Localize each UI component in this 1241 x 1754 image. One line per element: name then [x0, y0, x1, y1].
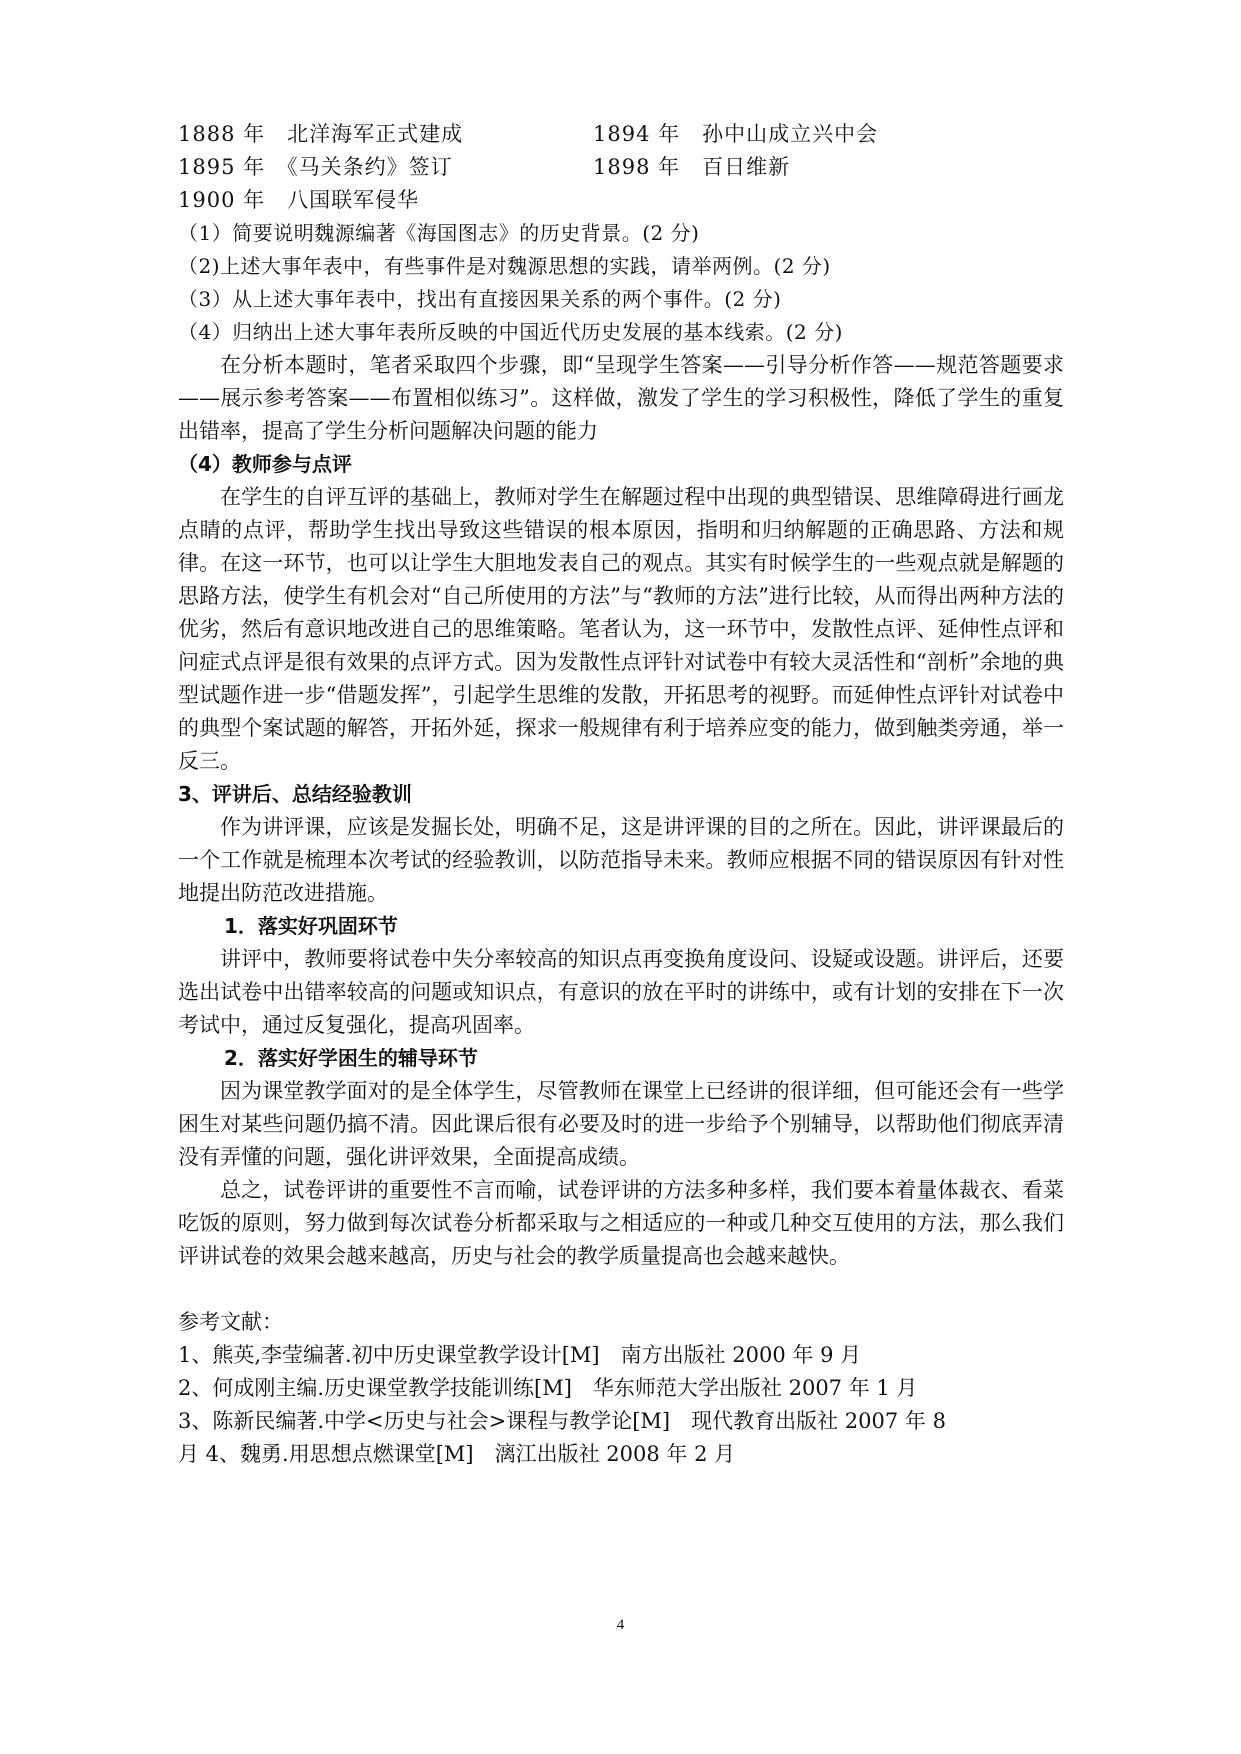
- paragraph-analysis-steps: 在分析本题时，笔者采取四个步骤，即“呈现学生答案——引导分析作答——规范答题要求——展示参考答案——布置相似练习”。这样做，激发了学生的学习积极性，降低了学生的重复出错率，提高了学生分析问题解决问题的能力: [178, 353, 1064, 443]
- section-heading-teacher-review: （4）教师参与点评: [178, 452, 352, 476]
- timeline-event: 1898 年 百日维新: [593, 155, 791, 179]
- paragraph-summary: 作为讲评课，应该是发掘长处，明确不足，这是讲评课的目的之所在。因此，讲评课最后的一个工作就是梳理本次考试的经验教训，以防范指导未来。教师应根据不同的错误原因有针对性地提出防范改进措施。: [178, 815, 1064, 905]
- timeline-event: 1900 年 八国联军侵华: [178, 188, 420, 212]
- page-content: [178, 118, 1064, 1471]
- paragraph-teacher-review: 在学生的自评互评的基础上，教师对学生在解题过程中出现的典型错误、思维障碍进行画龙点睛的点评，帮助学生找出导致这些错误的根本原因，指明和归纳解题的正确思路、方法和规律。在这一环节，也可以让学生大胆地发表自己的观点。其实有时候学生的一些观点就是解题的思路方法，使学生有机会对“自己所使用的方法”与“教师的方法”进行比较，从而得出两种方法的优劣，然后有意识地改进自己的思维策略。笔者认为，这一环节中，发散性点评、延伸性点评和问症式点评是很有效果的点评方式。因为发散性点评针对试卷中有较大灵活性和“剖析”余地的典型试题作进一步“借题发挥”，引起学生思维的发散，开拓思考的视野。而延伸性点评针对试卷中的典型个案试题的解答，开拓外延，探求一般规律有利于培养应变的能力，做到触类旁通，举一反三。: [178, 485, 1064, 773]
- reference-item: 2、何成刚主编.历史课堂教学技能训练[M] 华东师范大学出版社 2007 年 1 月: [178, 1376, 918, 1400]
- reference-item: 月 4、魏勇.用思想点燃课堂[M] 漓江出版社 2008 年 2 月: [178, 1442, 736, 1466]
- blank-line: [178, 1273, 1064, 1306]
- timeline-row: [178, 118, 1064, 151]
- references-section: [178, 1306, 1064, 1471]
- paragraph-consolidate: 讲评中，教师要将试卷中失分率较高的知识点再变换角度设问、设疑或设题。讲评后，还要选出试卷中出错率较高的问题或知识点，有意识的放在平时的讲练中，或有计划的安排在下一次考试中，通过反复强化，提高巩固率。: [178, 947, 1064, 1037]
- timeline-event: 1895 年 《马关条约》签订: [178, 155, 453, 179]
- references-title: 参考文献：: [178, 1310, 283, 1334]
- subheading-tutoring: 2．落实好学困生的辅导环节: [224, 1046, 478, 1070]
- question-item: （4）归纳出上述大事年表所反映的中国近代历史发展的基本线索。(2 分): [178, 320, 843, 344]
- timeline-event: 1888 年 北洋海军正式建成: [178, 122, 464, 146]
- question-item: （1）简要说明魏源编著《海国图志》的历史背景。(2 分): [178, 221, 700, 245]
- paragraph-tutoring: 因为课堂教学面对的是全体学生，尽管教师在课堂上已经讲的很详细，但可能还会有一些学困生对某些问题仍搞不清。因此课后很有必要及时的进一步给予个别辅导，以帮助他们彻底弄清没有弄懂的问题，强化讲评效果，全面提高成绩。: [178, 1079, 1064, 1169]
- question-item: （3）从上述大事年表中，找出有直接因果关系的两个事件。(2 分): [178, 287, 782, 311]
- timeline-row: [178, 151, 1064, 184]
- subheading-consolidate: 1．落实好巩固环节: [224, 914, 398, 938]
- reference-item: 3、陈新民编著.中学<历史与社会>课程与教学论[M] 现代教育出版社 2007 年 8: [178, 1409, 946, 1433]
- timeline-row: [178, 184, 1064, 217]
- section-heading-summary: 3、评讲后、总结经验教训: [178, 782, 412, 806]
- timeline-event: 1894 年 孙中山成立兴中会: [593, 122, 879, 146]
- reference-item: 1、熊英,李莹编著.初中历史课堂教学设计[M] 南方出版社 2000 年 9 月: [178, 1343, 862, 1367]
- paragraph-conclusion: 总之，试卷评讲的重要性不言而喻，试卷评讲的方法多种多样，我们要本着量体裁衣、看菜吃饭的原则，努力做到每次试卷分析都采取与之相适应的一种或几种交互使用的方法，那么我们评讲试卷的效果会越来越高，历史与社会的教学质量提高也会越来越快。: [178, 1178, 1064, 1268]
- question-item: （2)上述大事年表中，有些事件是对魏源思想的实践，请举两例。(2 分): [178, 254, 831, 278]
- page-number: 4: [616, 1617, 625, 1633]
